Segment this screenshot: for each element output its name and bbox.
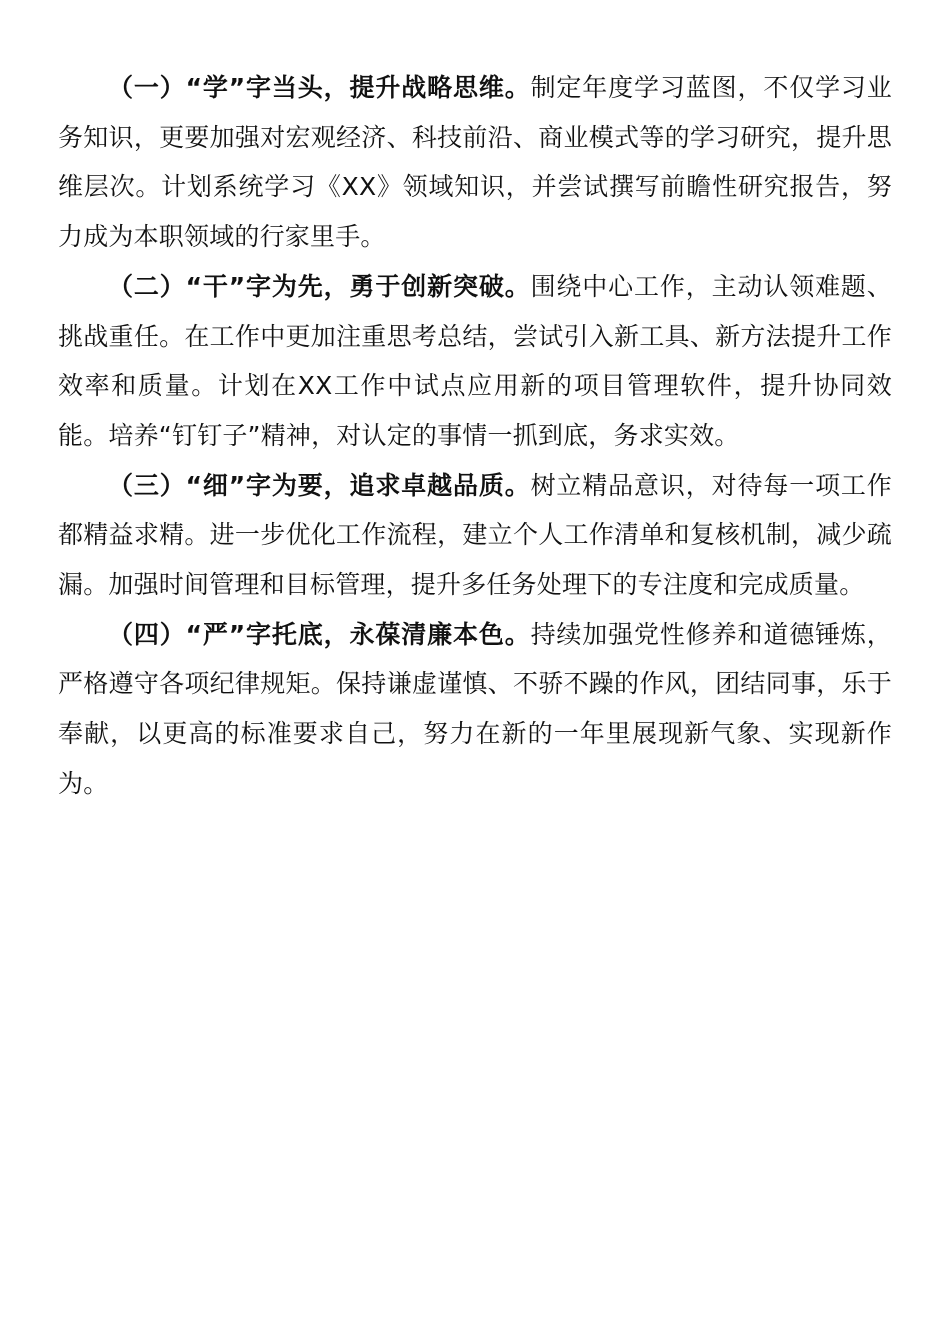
paragraph-text: 树立精品意识，对待每一项工作都精益求精。进一步优化工作流程，建立个人工作清单和复核机制，减少疏漏。加强时间管理和目标管理，提升多任务处理下的专注度和完成质量。 — [58, 470, 892, 600]
paragraph-text: 围绕中心工作，主动认领难题、挑战重任。在工作中更加注重思考总结，尝试引入新工具、新方法提升工作效率和质量。计划在XX工作中试点应用新的项目管理软件，提升协同效能。培养“钉钉子”精神，对认定的事情一抓到底，务求实效。 — [58, 271, 892, 450]
document-body — [58, 63, 892, 809]
paragraph-heading: （三）“细”字为要，追求卓越品质。 — [108, 470, 531, 500]
paragraph-4 — [58, 610, 892, 809]
paragraph-3 — [58, 461, 892, 610]
paragraph-text: 制定年度学习蓝图，不仅学习业务知识，更要加强对宏观经济、科技前沿、商业模式等的学习研究，提升思维层次。计划系统学习《XX》领域知识，并尝试撰写前瞻性研究报告，努力成为本职领域的行家里手。 — [58, 73, 892, 252]
paragraph-text: 持续加强党性修养和道德锤炼，严格遵守各项纪律规矩。保持谦虚谨慎、不骄不躁的作风，团结同事，乐于奉献，以更高的标准要求自己，努力在新的一年里展现新气象、实现新作为。 — [58, 619, 892, 798]
paragraph-heading: （四）“严”字托底，永葆清廉本色。 — [108, 619, 531, 649]
paragraph-1 — [58, 63, 892, 262]
paragraph-heading: （二）“干”字为先，勇于创新突破。 — [108, 271, 531, 301]
paragraph-heading: （一）“学”字当头，提升战略思维。 — [108, 73, 531, 102]
paragraph-2 — [58, 262, 892, 461]
